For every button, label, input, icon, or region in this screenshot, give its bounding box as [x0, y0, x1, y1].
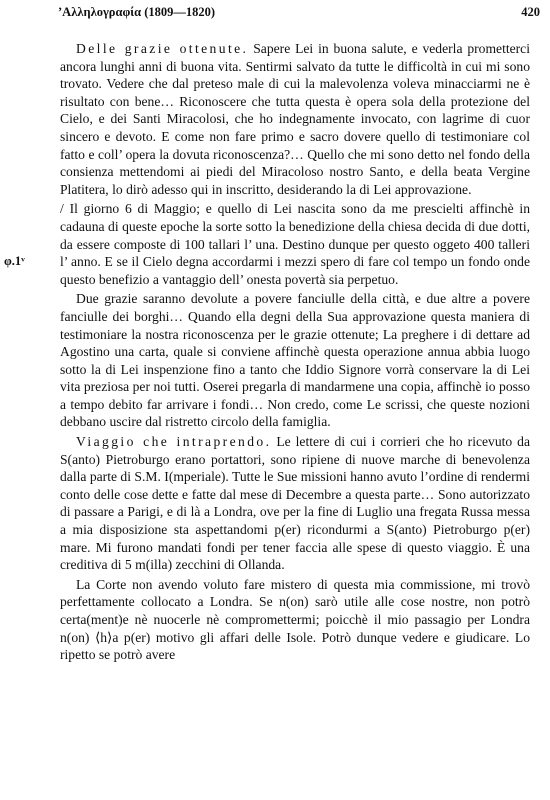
paragraph: [60, 40, 530, 198]
paragraph-text: Sapere Lei in buona salute, e vederla prometterci ancora lunghi anni di buona vita. Sentirmi salvato da tutte le difficoltà in cui mi sono trovato. Vedere che dal preteso male di cui la malevolenza voleva minacciarmi ne è risultato con bene… Riconoscere che tutta questa è opera sola della protezione del Cielo, e dei Santi Miracolosi, che ho indegnamente invocato, con lagrime di cuor sincero e devoto. E come non fare primo e sacro dovere quello di testimoniare col fatto e coll’ opera la dovuta riconoscenza?… Quello che mi sono detto nel fondo della consienza mettendomi ai piedi del Miracoloso nostro Santo, e della beata Vergine Platitera, lo dirò adesso qui in inscritto, desiderando la di Lei approvazione.: [60, 41, 530, 197]
folio-margin-note: φ.1ᵛ: [4, 254, 25, 268]
paragraph: [60, 200, 530, 288]
page-number: 420: [521, 5, 540, 19]
paragraph: [60, 576, 530, 664]
paragraph: [60, 290, 530, 431]
paragraph-text: Le lettere di cui i corrieri che ho ricevuto da S(anto) Pietroburgo erano portattori, sono ripiene di nuove marche di benevolenza dalla parte di S.M. I(mperiale). Tutte le Sue missioni hanno avuto l’ordine di rendermi conto delle cose dette e fatte dal mese di Decembre a questa parte… Sono autorizzato di passare a Parigi, e di là a Londra, ove per la fine di Luglio una fregata Russa messa a mia disposizione sta aspettandomi p(er) ricondurmi a S(anto) Pietroburgo p(er) mare. Mi furono mandati fondi per tener faccia alle spese di questo viaggio. È una creditiva di 5 m(illa) zecchini di Ollanda.: [60, 434, 531, 573]
header-title: ’Αλληλογραφία (1809—1820): [58, 5, 216, 19]
paragraph-heading: Delle grazie ottenute.: [76, 41, 249, 56]
letter-body: [60, 40, 530, 666]
paragraph-heading: Viaggio che intraprendo.: [76, 434, 272, 450]
paragraph: [60, 433, 530, 574]
paragraph-text: / Il giorno 6 di Maggio; e quello di Lei nascita sono da me prescielti affinchè in cadauna di queste epoche la sorte sotto la benedizione della chiesa decida di due dotti, da essere composte di 100 tallari l’ una. Destino dunque per questo oggeto 400 talleri l’ anno. E se il Cielo degna accordarmi i mezzi spero di fare col tempo un fondo onde questo benefizio a vantaggio dell’ onesta povertà sia perpetuo.: [60, 201, 530, 287]
paragraph-text: La Corte non avendo voluto fare mistero di questa mia commissione, mi trovò perfettamente collocato a Londra. Se n(on) sarò utile alle cose nostre, non potrò certa(ment)e nè nuocerle nè compromettermi; poicchè il mio passagio per Londra n(on) ⟨h⟩a p(er) motivo gli affari delle Isole. Potrò dunque vedere e giudicare. Lo ripetto se potrò avere: [60, 576, 530, 663]
paragraph-text: Due grazie saranno devolute a povere fanciulle della città, e due altre a povere fanciulle dei borghi… Quando ella degni della Sua approvazione questa maniera di testimoniare la nostra riconoscenza per le grazie ottenute; La preghere i di dettare ad Agostino una carta, quale si conviene affinchè questa operazione annua abbia luogo sotto la di Lei inspenzione fino a tanto che Iddio Signore vorrà conservare la di Lei vita preziosa per noi tutti. Oserei pregarla di mandarmene una copia, affinchè io posso a tempo debito far arrivare i fondi… Non credo, come Le scrissi, che queste nozioni debbano uscire dal ristretto circolo della famiglia.: [60, 291, 530, 430]
running-header: [58, 5, 540, 20]
